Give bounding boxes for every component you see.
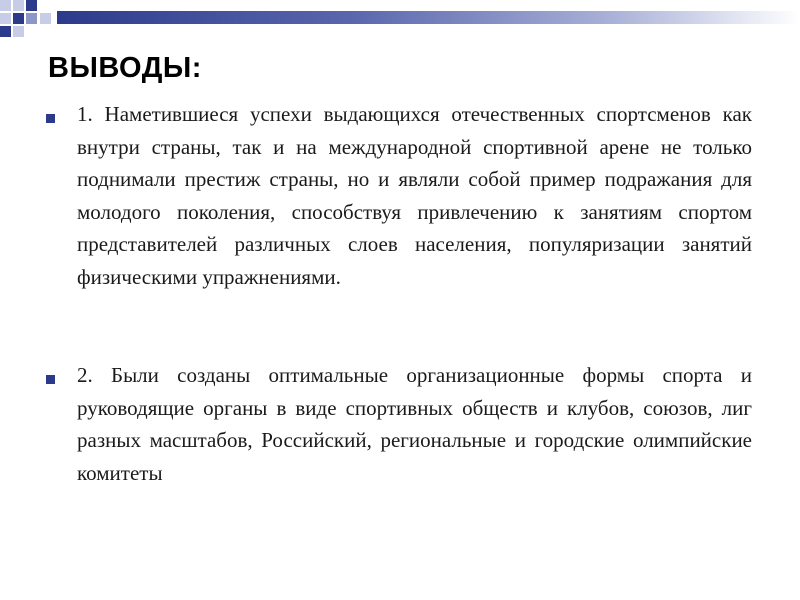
header-gradient-bar — [57, 11, 800, 24]
deco-square — [13, 13, 24, 24]
decorative-squares — [0, 0, 80, 50]
square-bullet-icon — [46, 114, 55, 123]
deco-square — [0, 13, 11, 24]
deco-square — [26, 13, 37, 24]
deco-square — [13, 0, 24, 11]
square-bullet-icon — [46, 375, 55, 384]
deco-square — [13, 26, 24, 37]
conclusion-point-2: 2. Были созданы оптимальные организационные формы спорта и руководящие органы в виде спортивных обществ и клубов, союзов, лиг разных масштабов, Российский, региональные и городские олимпийские комитеты — [77, 363, 752, 485]
slide-title: ВЫВОДЫ: — [48, 52, 202, 84]
deco-square — [0, 0, 11, 11]
deco-square — [26, 0, 37, 11]
conclusion-point-1: 1. Наметившиеся успехи выдающихся отечественных спортсменов как внутри страны, так и на международной спортивной арене не только поднимали престиж страны, но и являли собой пример подражания для молодого поколения, способствуя привлечению к занятиям спортом представителей различных слоев населения, популяризации занятий физическими упражнениями. — [77, 102, 752, 289]
deco-square — [40, 13, 51, 24]
deco-square — [0, 26, 11, 37]
